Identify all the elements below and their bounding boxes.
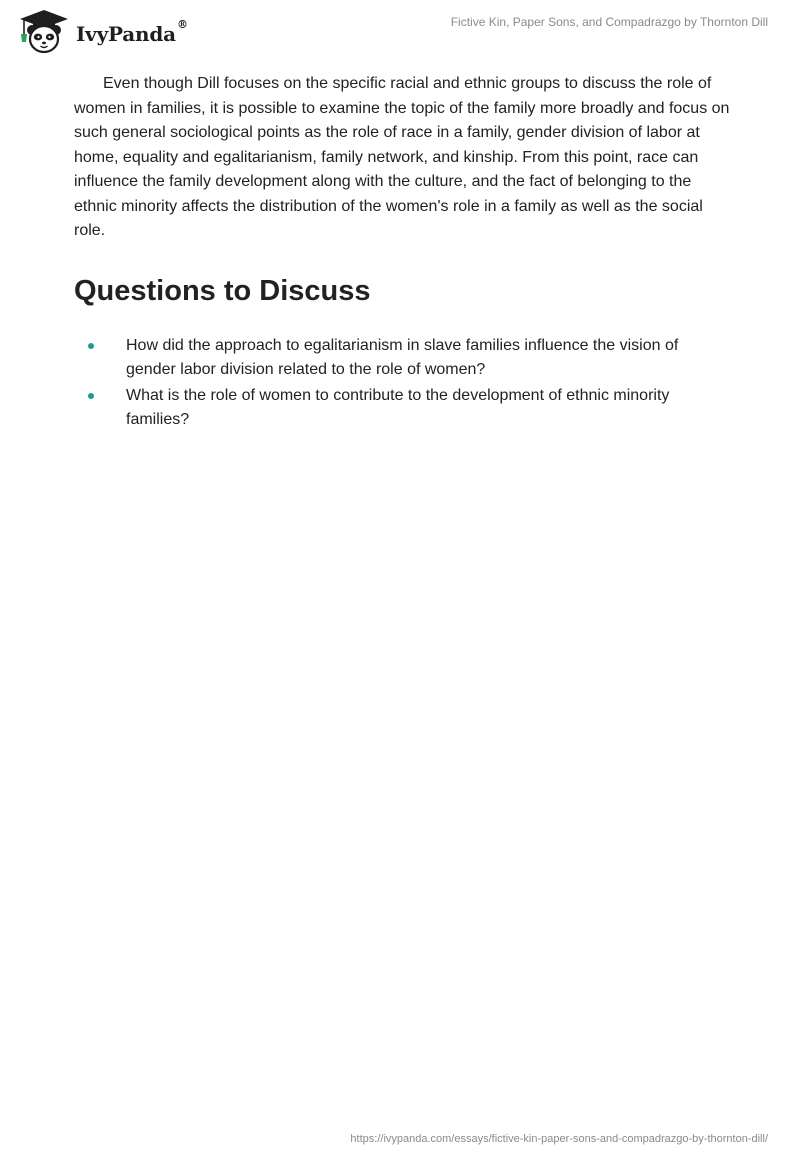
list-item — [74, 384, 730, 433]
question-text: What is the role of women to contribute to the development of ethnic minority families? — [126, 386, 670, 428]
page-header — [0, 0, 800, 64]
bullet-icon — [88, 343, 94, 349]
panda-graduate-icon — [16, 8, 72, 56]
registered-mark: ® — [176, 18, 188, 31]
source-url[interactable]: https://ivypanda.com/essays/fictive-kin-paper-sons-and-compadrazgo-by-thornton-dill/ — [350, 1133, 768, 1145]
ivypanda-logo[interactable] — [16, 8, 188, 56]
essay-content — [74, 72, 730, 434]
question-text: How did the approach to egalitarianism in slave families influence the vision of gender labor division related to the role of women? — [126, 336, 679, 378]
running-title: Fictive Kin, Paper Sons, and Compadrazgo by Thornton Dill — [450, 15, 768, 29]
section-heading: Questions to Discuss — [74, 274, 371, 307]
logo-wordmark — [76, 18, 188, 46]
body-paragraph: Even though Dill focuses on the specific racial and ethnic groups to discuss the role of women in families, it is possible to examine the topic of the family more broadly and focus on such general sociological points as the role of race in a family, gender division of labor at home, equality and egalitarianism, family network, and kinship. From this point, race can influence the family development along with the culture, and the fact of belonging to the ethnic minority affects the distribution of the women's role in a family as well as the social role. — [74, 75, 730, 239]
bullet-icon — [88, 393, 94, 399]
questions-list — [74, 334, 730, 433]
logo-name: IvyPanda — [76, 22, 176, 46]
list-item — [74, 334, 730, 383]
